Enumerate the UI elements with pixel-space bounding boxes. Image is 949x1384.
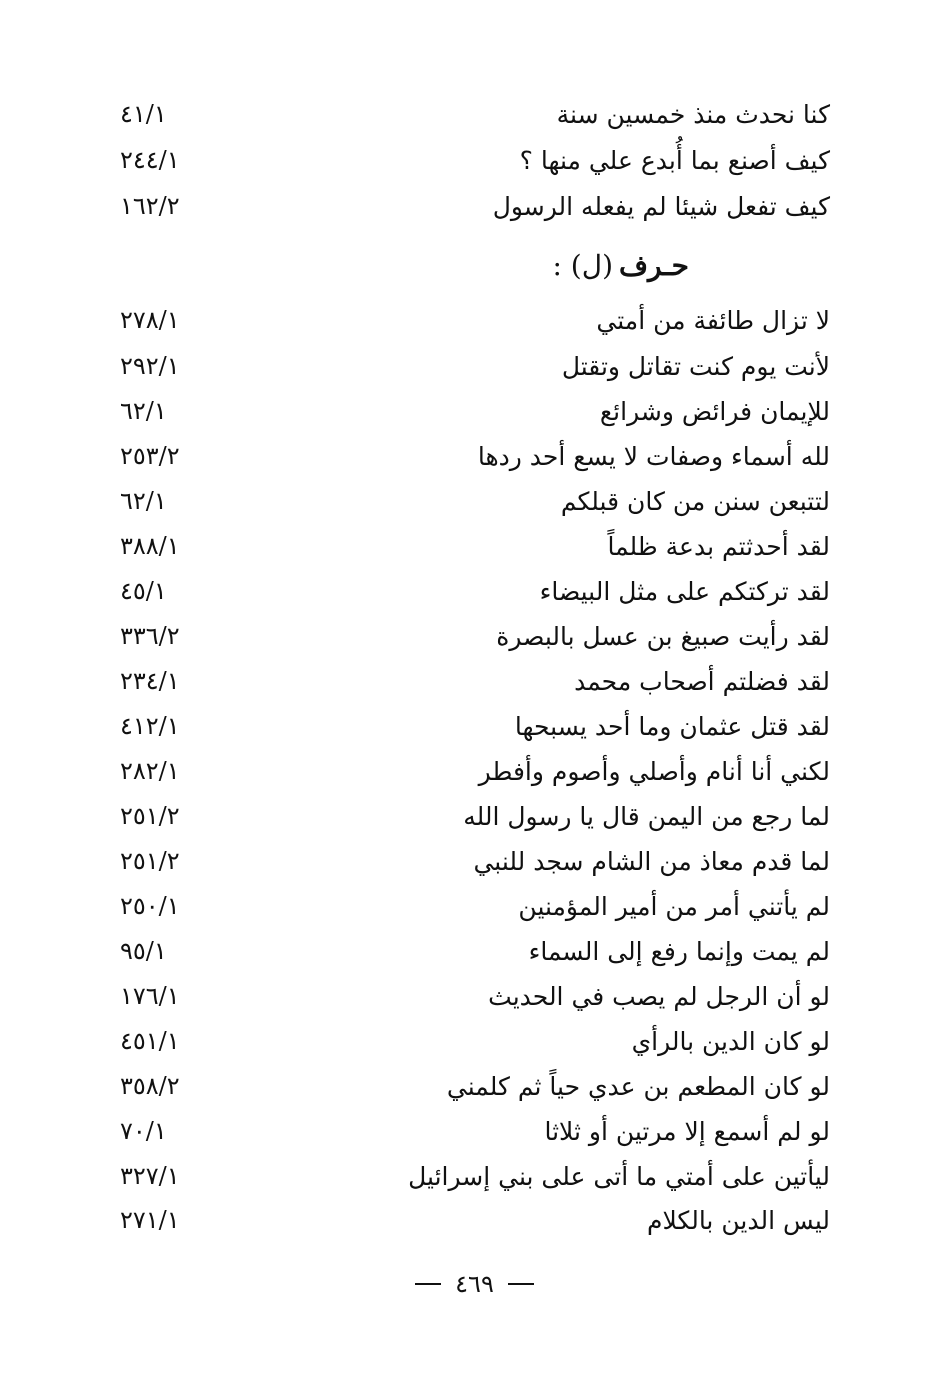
index-entry [120, 614, 830, 658]
entry-text: لكني أنا أنام وأصلي وأصوم وأفطر [478, 756, 830, 786]
index-entry [120, 138, 830, 182]
index-entry [120, 184, 830, 228]
entry-text: لله أسماء وصفات لا يسع أحد ردها [477, 441, 830, 471]
index-entry [120, 92, 830, 136]
index-entry [120, 704, 830, 748]
index-entry [120, 839, 830, 883]
entry-text: لقد قتل عثمان وما أحد يسبحها [514, 711, 830, 741]
index-entry [120, 1019, 830, 1063]
index-entry [120, 1109, 830, 1153]
entry-reference: ٢٥٣/٢ [120, 442, 180, 470]
index-entry [120, 1154, 830, 1198]
entry-text: لقد رأيت صبيغ بن عسل بالبصرة [496, 621, 830, 651]
entry-reference: ٤٥١/١ [120, 1027, 180, 1055]
entry-text: لقد فضلتم أصحاب محمد [574, 666, 830, 696]
section-heading [552, 240, 689, 290]
entry-reference: ٤٥/١ [120, 577, 167, 605]
index-entry [120, 298, 830, 342]
entry-reference: ٢٩٢/١ [120, 352, 180, 380]
index-entry [120, 1064, 830, 1108]
entry-reference: ١٦٢/٢ [120, 192, 180, 220]
entry-reference: ٢٥٠/١ [120, 892, 180, 920]
index-entry [120, 524, 830, 568]
entry-reference: ٦٢/١ [120, 487, 167, 515]
footer-dash-left [415, 1283, 441, 1285]
index-entry [120, 659, 830, 703]
index-entry [120, 479, 830, 523]
entry-reference: ٢٨٢/١ [120, 757, 180, 785]
entry-reference: ٣٥٨/٢ [120, 1072, 180, 1100]
entry-text: كيف أصنع بما أُبدع علي منها ؟ [519, 145, 830, 175]
entry-text: لم يمت وإنما رفع إلى السماء [528, 936, 830, 966]
index-entry [120, 884, 830, 928]
entry-reference: ٤١/١ [120, 100, 167, 128]
entry-reference: ٢٥١/٢ [120, 847, 180, 875]
section-heading-letter: (ل) : [552, 248, 613, 282]
entry-reference: ٢٧١/١ [120, 1206, 180, 1234]
entry-reference: ٢٣٤/١ [120, 667, 180, 695]
entry-text: لو كان المطعم بن عدي حياً ثم كلمني [446, 1071, 830, 1101]
entry-text: لم يأتني أمر من أمير المؤمنين [518, 891, 830, 921]
entry-text: لقد تركتكم على مثل البيضاء [539, 576, 830, 606]
entry-text: لو كان الدين بالرأي [631, 1026, 830, 1056]
index-entry [120, 569, 830, 613]
entry-text: لأنت يوم كنت تقاتل وتقتل [561, 351, 830, 381]
entry-reference: ٢٧٨/١ [120, 306, 180, 334]
index-entry [120, 749, 830, 793]
index-entry [120, 344, 830, 388]
entry-text: ليأتين على أمتي ما أتى على بني إسرائيل [408, 1161, 830, 1191]
entry-text: لقد أحدثتم بدعة ظلماً [607, 531, 830, 561]
entry-reference: ٢٤٤/١ [120, 146, 180, 174]
index-entry [120, 929, 830, 973]
entry-text: لا تزال طائفة من أمتي [596, 305, 830, 335]
entry-text: لما قدم معاذ من الشام سجد للنبي [473, 846, 830, 876]
entry-text: لما رجع من اليمن قال يا رسول الله [463, 801, 830, 831]
entry-text: ليس الدين بالكلام [647, 1205, 830, 1235]
footer-dash-right [508, 1283, 534, 1285]
index-entry [120, 974, 830, 1018]
entry-reference: ٣٢٧/١ [120, 1162, 180, 1190]
entry-reference: ٢٥١/٢ [120, 802, 180, 830]
entry-reference: ٧٠/١ [120, 1117, 167, 1145]
entry-reference: ٤١٢/١ [120, 712, 180, 740]
entry-reference: ٩٥/١ [120, 937, 167, 965]
entry-text: كيف تفعل شيئا لم يفعله الرسول [492, 191, 830, 221]
index-entry [120, 794, 830, 838]
entry-text: كنا نحدث منذ خمسين سنة [556, 99, 830, 129]
entry-text: لو أن الرجل لم يصب في الحديث [488, 981, 830, 1011]
index-entry [120, 389, 830, 433]
entry-reference: ٣٨٨/١ [120, 532, 180, 560]
page-footer [0, 1264, 949, 1304]
entry-text: للإيمان فرائض وشرائع [599, 396, 830, 426]
entry-reference: ١٧٦/١ [120, 982, 180, 1010]
page-number: ٤٦٩ [455, 1270, 494, 1298]
index-entry [120, 434, 830, 478]
entry-reference: ٦٢/١ [120, 397, 167, 425]
section-heading-main: حـرف [619, 248, 689, 282]
entry-text: لو لم أسمع إلا مرتين أو ثلاثا [544, 1116, 830, 1146]
index-entry [120, 1198, 830, 1242]
entry-text: لتتبعن سنن من كان قبلكم [560, 486, 830, 516]
entry-reference: ٣٣٦/٢ [120, 622, 180, 650]
